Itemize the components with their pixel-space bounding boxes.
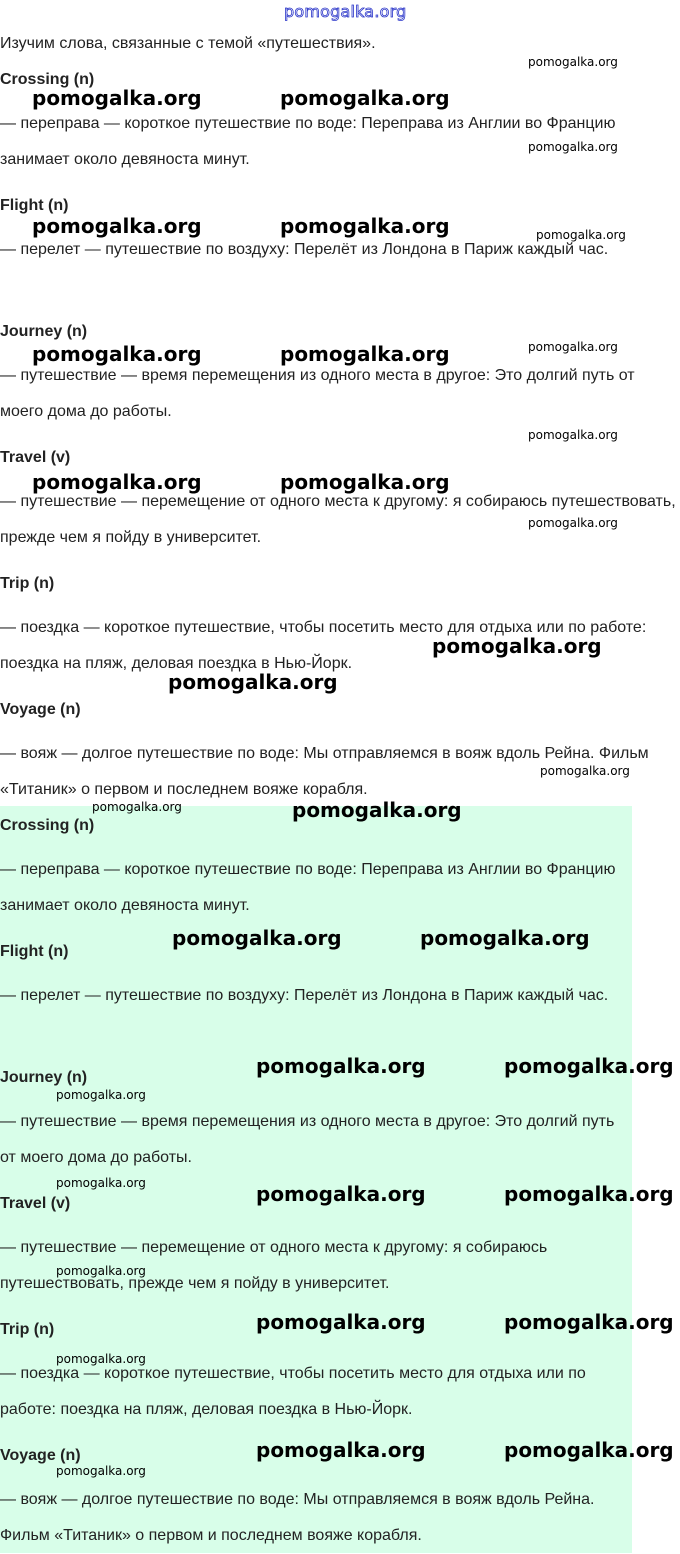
def-journey-2: — путешествие — время перемещения из одного места в другое: Это долгий путь от моего дома до работы. (0, 1113, 615, 1166)
term-voyage-2: Voyage (n) (0, 1447, 81, 1464)
watermark: pomogalka.org (280, 86, 450, 110)
term-travel: Travel (v) (0, 449, 71, 466)
watermark: pomogalka.org (528, 516, 618, 530)
watermark: pomogalka.org (256, 1438, 426, 1462)
watermark: pomogalka.org (56, 1088, 146, 1102)
term-flight: Flight (n) (0, 197, 69, 214)
watermark: pomogalka.org (528, 428, 618, 442)
watermark: pomogalka.org (504, 1054, 674, 1078)
intro-text: Изучим слова, связанные с темой «путешествия». (0, 35, 376, 52)
def-flight-2: — перелет — путешествие по воздуху: Перелёт из Лондона в Париж каждый час. (0, 987, 609, 1004)
def-journey: — путешествие — время перемещения из одного места в другое: Это долгий путь от моего дома до работы. (0, 367, 635, 420)
def-crossing-2: — переправа — короткое путешествие по воде: Переправа из Англии во Францию занимает около девяноста минут. (0, 861, 616, 914)
term-travel-2: Travel (v) (0, 1195, 71, 1212)
watermark: pomogalka.org (32, 470, 202, 494)
def-voyage-2: — вояж — долгое путешествие по воде: Мы отправляемся в вояж вдоль Рейна. Фильм «Титаник» о первом и последнем вояже корабля. (0, 1491, 595, 1544)
term-journey: Journey (n) (0, 323, 88, 340)
term-trip-2: Trip (n) (0, 1321, 55, 1338)
def-trip: — поездка — короткое путешествие, чтобы посетить место для отдыха или по работе: поездка на пляж, деловая поездка в Нью-Йорк. (0, 619, 647, 672)
term-journey-2: Journey (n) (0, 1069, 88, 1086)
watermark: pomogalka.org (292, 798, 462, 822)
def-crossing: — переправа — короткое путешествие по воде: Переправа из Англии во Францию занимает около девяноста минут. (0, 115, 616, 168)
term-trip: Trip (n) (0, 575, 55, 592)
watermark: pomogalka.org (32, 342, 202, 366)
term-crossing-2: Crossing (n) (0, 817, 95, 834)
watermark: pomogalka.org (280, 470, 450, 494)
def-voyage: — вояж — долгое путешествие по воде: Мы отправляемся в вояж вдоль Рейна. Фильм «Титаник» о первом и последнем вояже корабля. (0, 745, 649, 798)
watermark: pomogalka.org (504, 1310, 674, 1334)
def-travel-2: — путешествие — перемещение от одного места к другому: я собираюсь путешествовать, прежде чем я пойду в университет. (0, 1239, 548, 1292)
watermark: pomogalka.org (536, 228, 626, 242)
watermark: pomogalka.org (56, 1264, 146, 1278)
watermark: pomogalka.org (256, 1054, 426, 1078)
watermark: pomogalka.org (256, 1310, 426, 1334)
watermark: pomogalka.org (280, 214, 450, 238)
watermark: pomogalka.org (540, 764, 630, 778)
def-flight: — перелет — путешествие по воздуху: Перелёт из Лондона в Париж каждый час. (0, 241, 609, 258)
def-trip-2: — поездка — короткое путешествие, чтобы посетить место для отдыха или по работе: поездка на пляж, деловая поездка в Нью-Йорк. (0, 1365, 586, 1418)
term-voyage: Voyage (n) (0, 701, 81, 718)
watermark: pomogalka.org (92, 800, 182, 814)
watermark: pomogalka.org (32, 214, 202, 238)
watermark: pomogalka.org (528, 55, 618, 69)
watermark: pomogalka.org (280, 342, 450, 366)
watermark: pomogalka.org (528, 340, 618, 354)
watermark: pomogalka.org (56, 1352, 146, 1366)
site-logo: pomogalka.org (284, 2, 407, 21)
watermark: pomogalka.org (256, 1182, 426, 1206)
watermark: pomogalka.org (168, 670, 338, 694)
watermark: pomogalka.org (56, 1464, 146, 1478)
watermark: pomogalka.org (172, 926, 342, 950)
watermark: pomogalka.org (56, 1176, 146, 1190)
term-flight-2: Flight (n) (0, 943, 69, 960)
watermark: pomogalka.org (432, 634, 602, 658)
term-crossing: Crossing (n) (0, 71, 95, 88)
watermark: pomogalka.org (504, 1438, 674, 1462)
watermark: pomogalka.org (528, 140, 618, 154)
def-travel: — путешествие — перемещение от одного места к другому: я собираюсь путешествовать, прежде чем я пойду в университет. (0, 493, 676, 546)
watermark: pomogalka.org (504, 1182, 674, 1206)
watermark: pomogalka.org (32, 86, 202, 110)
watermark: pomogalka.org (420, 926, 590, 950)
